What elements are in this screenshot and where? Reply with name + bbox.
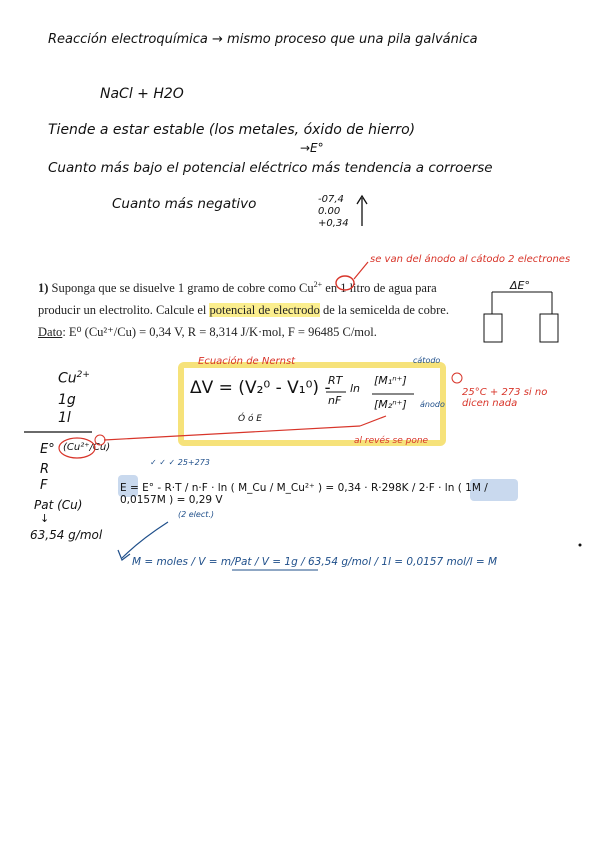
dato-text: : E⁰ (Cu²⁺/Cu) = 0,34 V, R = 8,314 J/K·mol, F = 96485 C/mol. bbox=[62, 325, 377, 340]
nernst-title: Ecuación de Nernst bbox=[198, 356, 296, 367]
left-e-circle: (Cu²⁺/Cu) bbox=[63, 442, 111, 453]
left-cu-sup: 2+ bbox=[76, 370, 90, 380]
note-value-2: 0.00 bbox=[318, 206, 341, 217]
note-value-1: -07,4 bbox=[318, 194, 344, 205]
problem-text-a: Suponga que se disuelve 1 gramo de cobre como Cu bbox=[51, 281, 314, 296]
left-e: E° bbox=[40, 442, 55, 457]
left-arrow: ↓ bbox=[40, 512, 50, 525]
left-r: R bbox=[40, 462, 50, 477]
problem-number: 1) bbox=[38, 281, 49, 296]
left-mass: 63,54 g/mol bbox=[30, 528, 103, 542]
left-f: F bbox=[40, 478, 48, 493]
nernst-circle-note: 25°C + 273 si no dicen nada bbox=[462, 387, 548, 409]
left-1g: 1g bbox=[58, 392, 76, 408]
nernst-log-num: [M₁ⁿ⁺] bbox=[374, 374, 407, 387]
delta-e-label: ΔE° bbox=[510, 279, 530, 292]
note-value-3: +0,34 bbox=[318, 218, 349, 229]
annotation-electrons: se van del ánodo al cátodo 2 electrones bbox=[370, 254, 571, 265]
molarity-expression: M = moles / V = m/Pat / V = 1g / 63,54 g/mol / 1l = 0,0157 mol/l = M bbox=[132, 556, 498, 568]
note-line-4: Cuanto más bajo el potencial eléctrico más tendencia a corroerse bbox=[48, 160, 493, 176]
note-line-2: NaCl + H2O bbox=[100, 86, 184, 102]
left-1l: 1l bbox=[58, 410, 71, 426]
nernst-under-v: Ó ó E bbox=[238, 414, 262, 424]
nernst-frac-num: RT bbox=[328, 374, 343, 387]
calc-top-marks: ✓ ✓ ✓ 25+273 bbox=[150, 458, 210, 467]
nernst-reverse-note: al revés se pone bbox=[354, 436, 429, 446]
left-pat: Pat (Cu) bbox=[34, 498, 83, 512]
problem-highlight: potencial de electrodo bbox=[209, 303, 320, 318]
problem-cu-sup: 2+ bbox=[313, 280, 323, 289]
problem-text-c: de la semicelda de cobre. bbox=[319, 303, 449, 318]
note-line-3: Tiende a estar estable (los metales, óxido de hierro) bbox=[48, 122, 416, 138]
nernst-frac-den: nF bbox=[328, 394, 342, 407]
calc-main-expression: E = E° - R·T / n·F · ln ( M_Cu / M_Cu²⁺ ) = 0,34 · R·298K / 2·F · ln ( 1M / 0,0157M ) = 0,29 V bbox=[120, 482, 488, 506]
note-line-1: Reacción electroquímica → mismo proceso que una pila galvánica bbox=[48, 32, 478, 47]
note-line-5: Cuanto más negativo bbox=[112, 196, 257, 212]
nernst-catodo: cátodo bbox=[413, 356, 441, 365]
nernst-log-den: [M₂ⁿ⁺] bbox=[374, 398, 407, 411]
nernst-ln: ln bbox=[350, 382, 361, 395]
calc-two-elect: (2 elect.) bbox=[178, 510, 215, 519]
note-e0-label: →E° bbox=[300, 141, 324, 155]
left-cu: $Cu^{2+}$ bbox=[58, 370, 90, 387]
nernst-anodo: ánodo bbox=[420, 400, 445, 409]
dato-label: Dato bbox=[38, 325, 63, 340]
nernst-formula-left: ΔV = (V₂⁰ - V₁⁰) - bbox=[190, 378, 331, 398]
problem-text-b: en 1 litro de agua para producir un electrolito. Calcule el bbox=[38, 281, 437, 318]
